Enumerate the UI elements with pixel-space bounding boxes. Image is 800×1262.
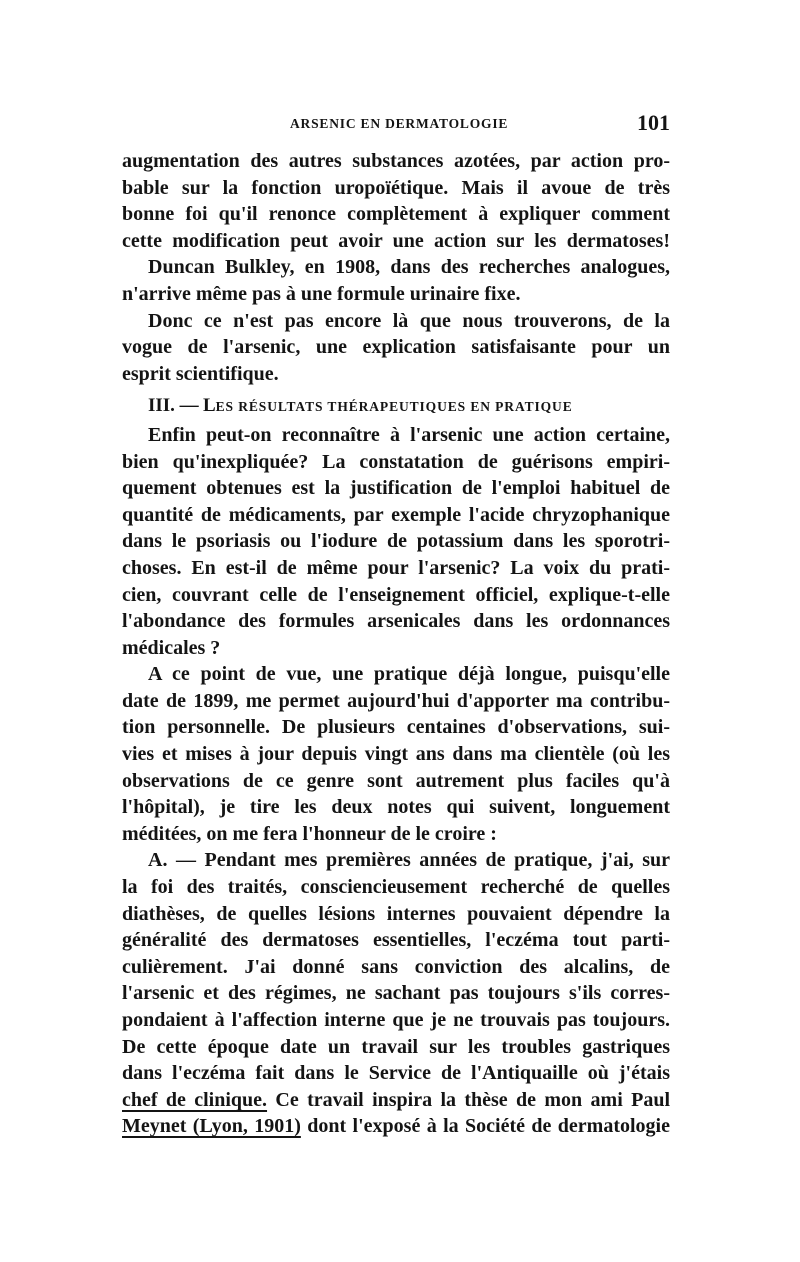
text-line: observations de ce genre sont autrement plus faciles qu'à <box>122 769 670 792</box>
text-line: Enfin peut-on reconnaître à l'arsenic une action certaine, <box>148 423 670 446</box>
text-line: dans le psoriasis ou l'iodure de potassium dans les sporotri- <box>122 530 670 553</box>
text-line: date de 1899, me permet aujourd'hui d'apporter ma contribu- <box>122 689 670 712</box>
text-line: bable sur la fonction uropoïétique. Mais il avoue de très <box>122 176 670 199</box>
text-line: cette modification peut avoir une action sur les dermatoses! <box>122 229 670 252</box>
text-line: la foi des traités, consciencieusement recherché de quelles <box>122 876 670 899</box>
text-line: méditées, on me fera l'honneur de le croire : <box>122 822 497 845</box>
line-text: Ce travail inspira la thèse de mon ami Paul <box>275 1088 670 1111</box>
text-line: dans l'eczéma fait dans le Service de l'Antiquaille où j'étais <box>122 1062 670 1085</box>
page-header <box>122 112 670 138</box>
body-text <box>122 148 670 1140</box>
section-numeral: III. — <box>148 395 199 417</box>
text-line: l'arsenic et des régimes, ne sachant pas toujours s'ils corres- <box>122 982 670 1005</box>
section-title-initial: L <box>202 395 216 417</box>
text-line: vies et mises à jour depuis vingt ans dans ma clientèle (où les <box>122 743 670 766</box>
running-title: ARSENIC EN DERMATOLOGIE <box>290 116 509 131</box>
text-line: augmentation des autres substances azotées, par action pro- <box>122 150 670 172</box>
text-line: pondaient à l'affection interne que je ne trouvais pas toujours. <box>122 1009 670 1031</box>
underlined-phrase: Meynet (Lyon, 1901) <box>122 1115 301 1138</box>
text-line: bien qu'inexpliquée? La constatation de guérisons empiri- <box>122 450 670 473</box>
text-line: De cette époque date un travail sur les troubles gastriques <box>122 1035 670 1058</box>
text-line: généralité des dermatoses essentielles, l'eczéma tout parti- <box>122 929 670 952</box>
page-number: 101 <box>637 110 670 135</box>
text-line: n'arrive même pas à une formule urinaire fixe. <box>122 282 521 305</box>
section-title: ES RÉSULTATS THÉRAPEUTIQUES EN PRATIQUE <box>215 399 573 415</box>
text-line: Donc ce n'est pas encore là que nous trouverons, de la <box>148 309 670 332</box>
text-line: vogue de l'arsenic, une explication satisfaisante pour un <box>122 336 670 359</box>
text-line: culièrement. J'ai donné sans conviction des alcalins, de <box>122 955 670 978</box>
text-line: l'hôpital), je tire les deux notes qui suivent, longuement <box>122 796 670 819</box>
text-line: médicales ? <box>122 636 221 659</box>
text-line: quement obtenues est la justification de l'emploi habituel de <box>122 477 670 500</box>
text-line <box>122 1087 670 1114</box>
text-line: diathèses, de quelles lésions internes pouvaient dépendre la <box>122 902 670 925</box>
text-line: A ce point de vue, une pratique déjà longue, puisqu'elle <box>148 663 670 686</box>
line-text: dont l'exposé à la Société de dermatologie <box>307 1115 670 1138</box>
section-heading <box>122 393 670 420</box>
text-line: quantité de médicaments, par exemple l'acide chryzophanique <box>122 503 670 526</box>
text-line: choses. En est-il de même pour l'arsenic? La voix du prati- <box>122 556 670 579</box>
underlined-phrase: chef de clinique. <box>122 1088 268 1111</box>
text-line: A. — Pendant mes premières années de pratique, j'ai, sur <box>148 849 670 872</box>
text-line: cien, couvrant celle de l'enseignement officiel, explique-t-elle <box>122 583 670 606</box>
text-line: Duncan Bulkley, en 1908, dans des recherches analogues, <box>148 256 670 279</box>
text-line: l'abondance des formules arsenicales dans les ordonnances <box>122 610 670 633</box>
text-line: bonne foi qu'il renonce complètement à expliquer comment <box>122 203 670 226</box>
text-line: tion personnelle. De plusieurs centaines d'observations, sui- <box>122 716 670 739</box>
text-line <box>122 1113 670 1140</box>
text-line: esprit scientifique. <box>122 362 279 385</box>
